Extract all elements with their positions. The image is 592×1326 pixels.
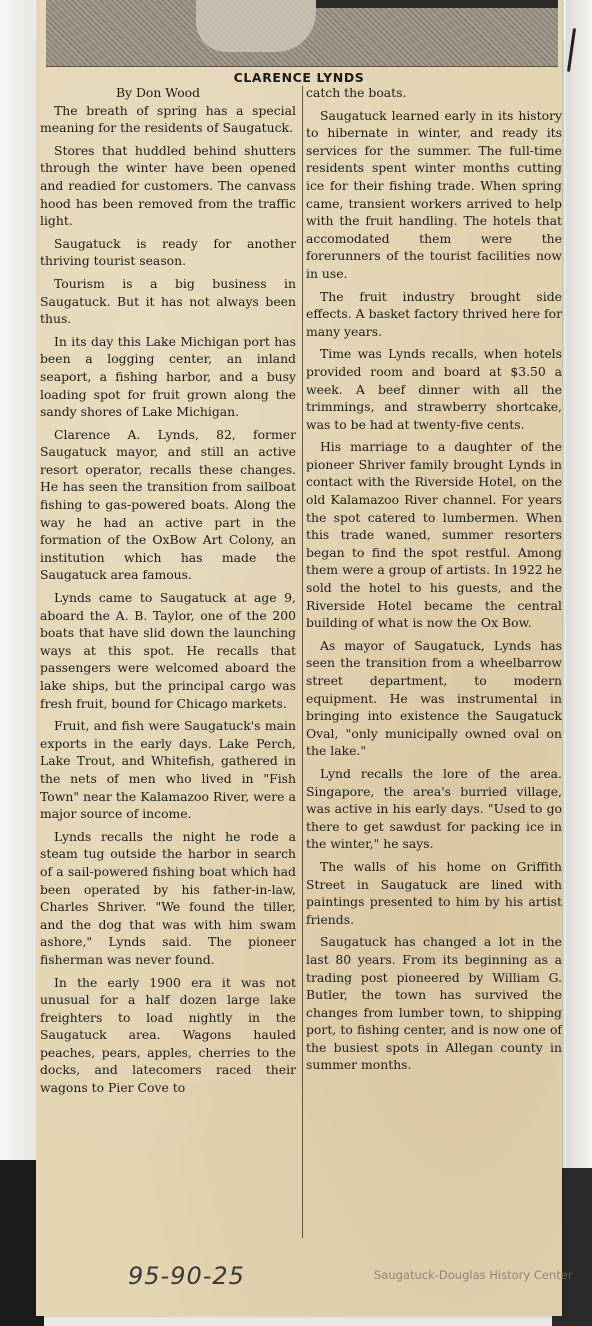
paragraph: Clarence A. Lynds, 82, former Saugatuck mayor, and still an active resort operator, recalls these changes. He has seen the transition from sailboat fishing to gas-powered boats. Along the way he had an active part in the formation of the OxBow Art Colony, an institution which has made the Saugatuck area famous. (40, 426, 296, 583)
paragraph: Tourism is a big business in Saugatuck. But it has not always been thus. (40, 275, 296, 327)
article-column-left (40, 84, 296, 1102)
paragraph: The walls of his home on Griffith Street in Saugatuck are lined with paintings presented to him by his artist friends. (306, 858, 562, 927)
photo-fragment (46, 0, 558, 67)
paragraph: Stores that huddled behind shutters through the winter have been opened and readied for customers. The canvass hood has been removed from the traffic light. (40, 142, 296, 229)
paragraph: Lynds came to Saugatuck at age 9, aboard the A. B. Taylor, one of the 200 boats that have slid down the launching ways at this spot. He recalls that passengers were welcomed aboard the lake ships, but the principal cargo was fresh fruit, bound for Chicago markets. (40, 590, 296, 711)
article-headline: CLARENCE LYNDS (233, 70, 365, 85)
paragraph: In the early 1900 era it was not unusual for a half dozen large lake freighters to load nightly in the Saugatuck area. Wagons hauled peaches, pears, apples, cherries to the docks, and latecomers raced their wagons to Pier Cove to (40, 974, 296, 1096)
paragraph: The breath of spring has a special meaning for the residents of Saugatuck. (40, 102, 296, 136)
handwritten-catalog-number: 95-90-25 (128, 1262, 245, 1290)
article-byline: By Don Wood (115, 85, 201, 100)
paragraph: His marriage to a daughter of the pioneer Shriver family brought Lynds in contact with the Riverside Hotel, on the old Kalamazoo River channel. For years the spot catered to lumbermen. When this trade waned, summer resorters began to find the spot restful. Among them were a group of artists. In 1922 he sold the hotel to his guests, and the Riverside Hotel became the central building of what is now the Ox Bow. (306, 439, 562, 631)
newspaper-clipping (36, 0, 573, 1316)
paragraph: Fruit, and fish were Saugatuck's main exports in the early days. Lake Perch, Lake Trout, and Whitefish, gathered in the nets of men who lived in "Fish Town" near the Kalamazoo River, were a major source of income. (40, 718, 296, 822)
column-divider (302, 86, 303, 1238)
archive-watermark: Saugatuck-Douglas History Center (374, 1268, 573, 1282)
photo-highlight (196, 0, 316, 52)
scan-background-left (0, 0, 34, 1326)
paragraph: In its day this Lake Michigan port has been a logging center, an inland seaport, a fishing harbor, and a busy loading spot for fruit grown along the sandy shores of Lake Michigan. (40, 333, 296, 420)
photo-shadow (316, 0, 558, 8)
article-column-right (306, 84, 562, 1079)
scan-background-right (566, 0, 592, 1326)
paragraph: Time was Lynds recalls, when hotels provided room and board at $3.50 a week. A beef dinner with all the trimmings, and strawberry shortcake, was to be had at twenty-five cents. (306, 346, 562, 432)
paragraph: Lynd recalls the lore of the area. Singapore, the area's burried village, was active in his early days. "Used to go there to get sawdust for packing ice in the winter," he says. (306, 765, 562, 852)
paragraph: Saugatuck learned early in its history to hibernate in winter, and ready its services for the summer. The full-time residents spent winter months cutting ice for their fishing trade. When spring came, transient workers arrived to help with the fruit handling. The hotels that accomodated them were the forerunners of the tourist facilities now in use. (306, 107, 562, 281)
paragraph: Lynds recalls the night he rode a steam tug outside the harbor in search of a sail-powered fishing boat which had been operated by his father-in-law, Charles Shriver. "We found the tiller, and the dog that was with him swam ashore," Lynds said. The pioneer fisherman was never found. (40, 828, 296, 967)
paragraph-continued: catch the boats. (306, 85, 407, 100)
paragraph: Saugatuck is ready for another thriving tourist season. (40, 235, 296, 269)
paragraph: Saugatuck has changed a lot in the last 80 years. From its beginning as a trading post pioneered by William G. Butler, the town has survived the changes from lumber town, to shipping port, to fishing center, and is now one of the busiest spots in Allegan county in summer months. (306, 934, 562, 1073)
edge-mark (566, 20, 586, 90)
paragraph: As mayor of Saugatuck, Lynds has seen the transition from a wheelbarrow street department, to modern equipment. He was instrumental in bringing into existence the Saugatuck Oval, "only municipally owned oval on the lake." (306, 637, 562, 759)
paragraph: The fruit industry brought side effects. A basket factory thrived here for many years. (306, 288, 562, 339)
